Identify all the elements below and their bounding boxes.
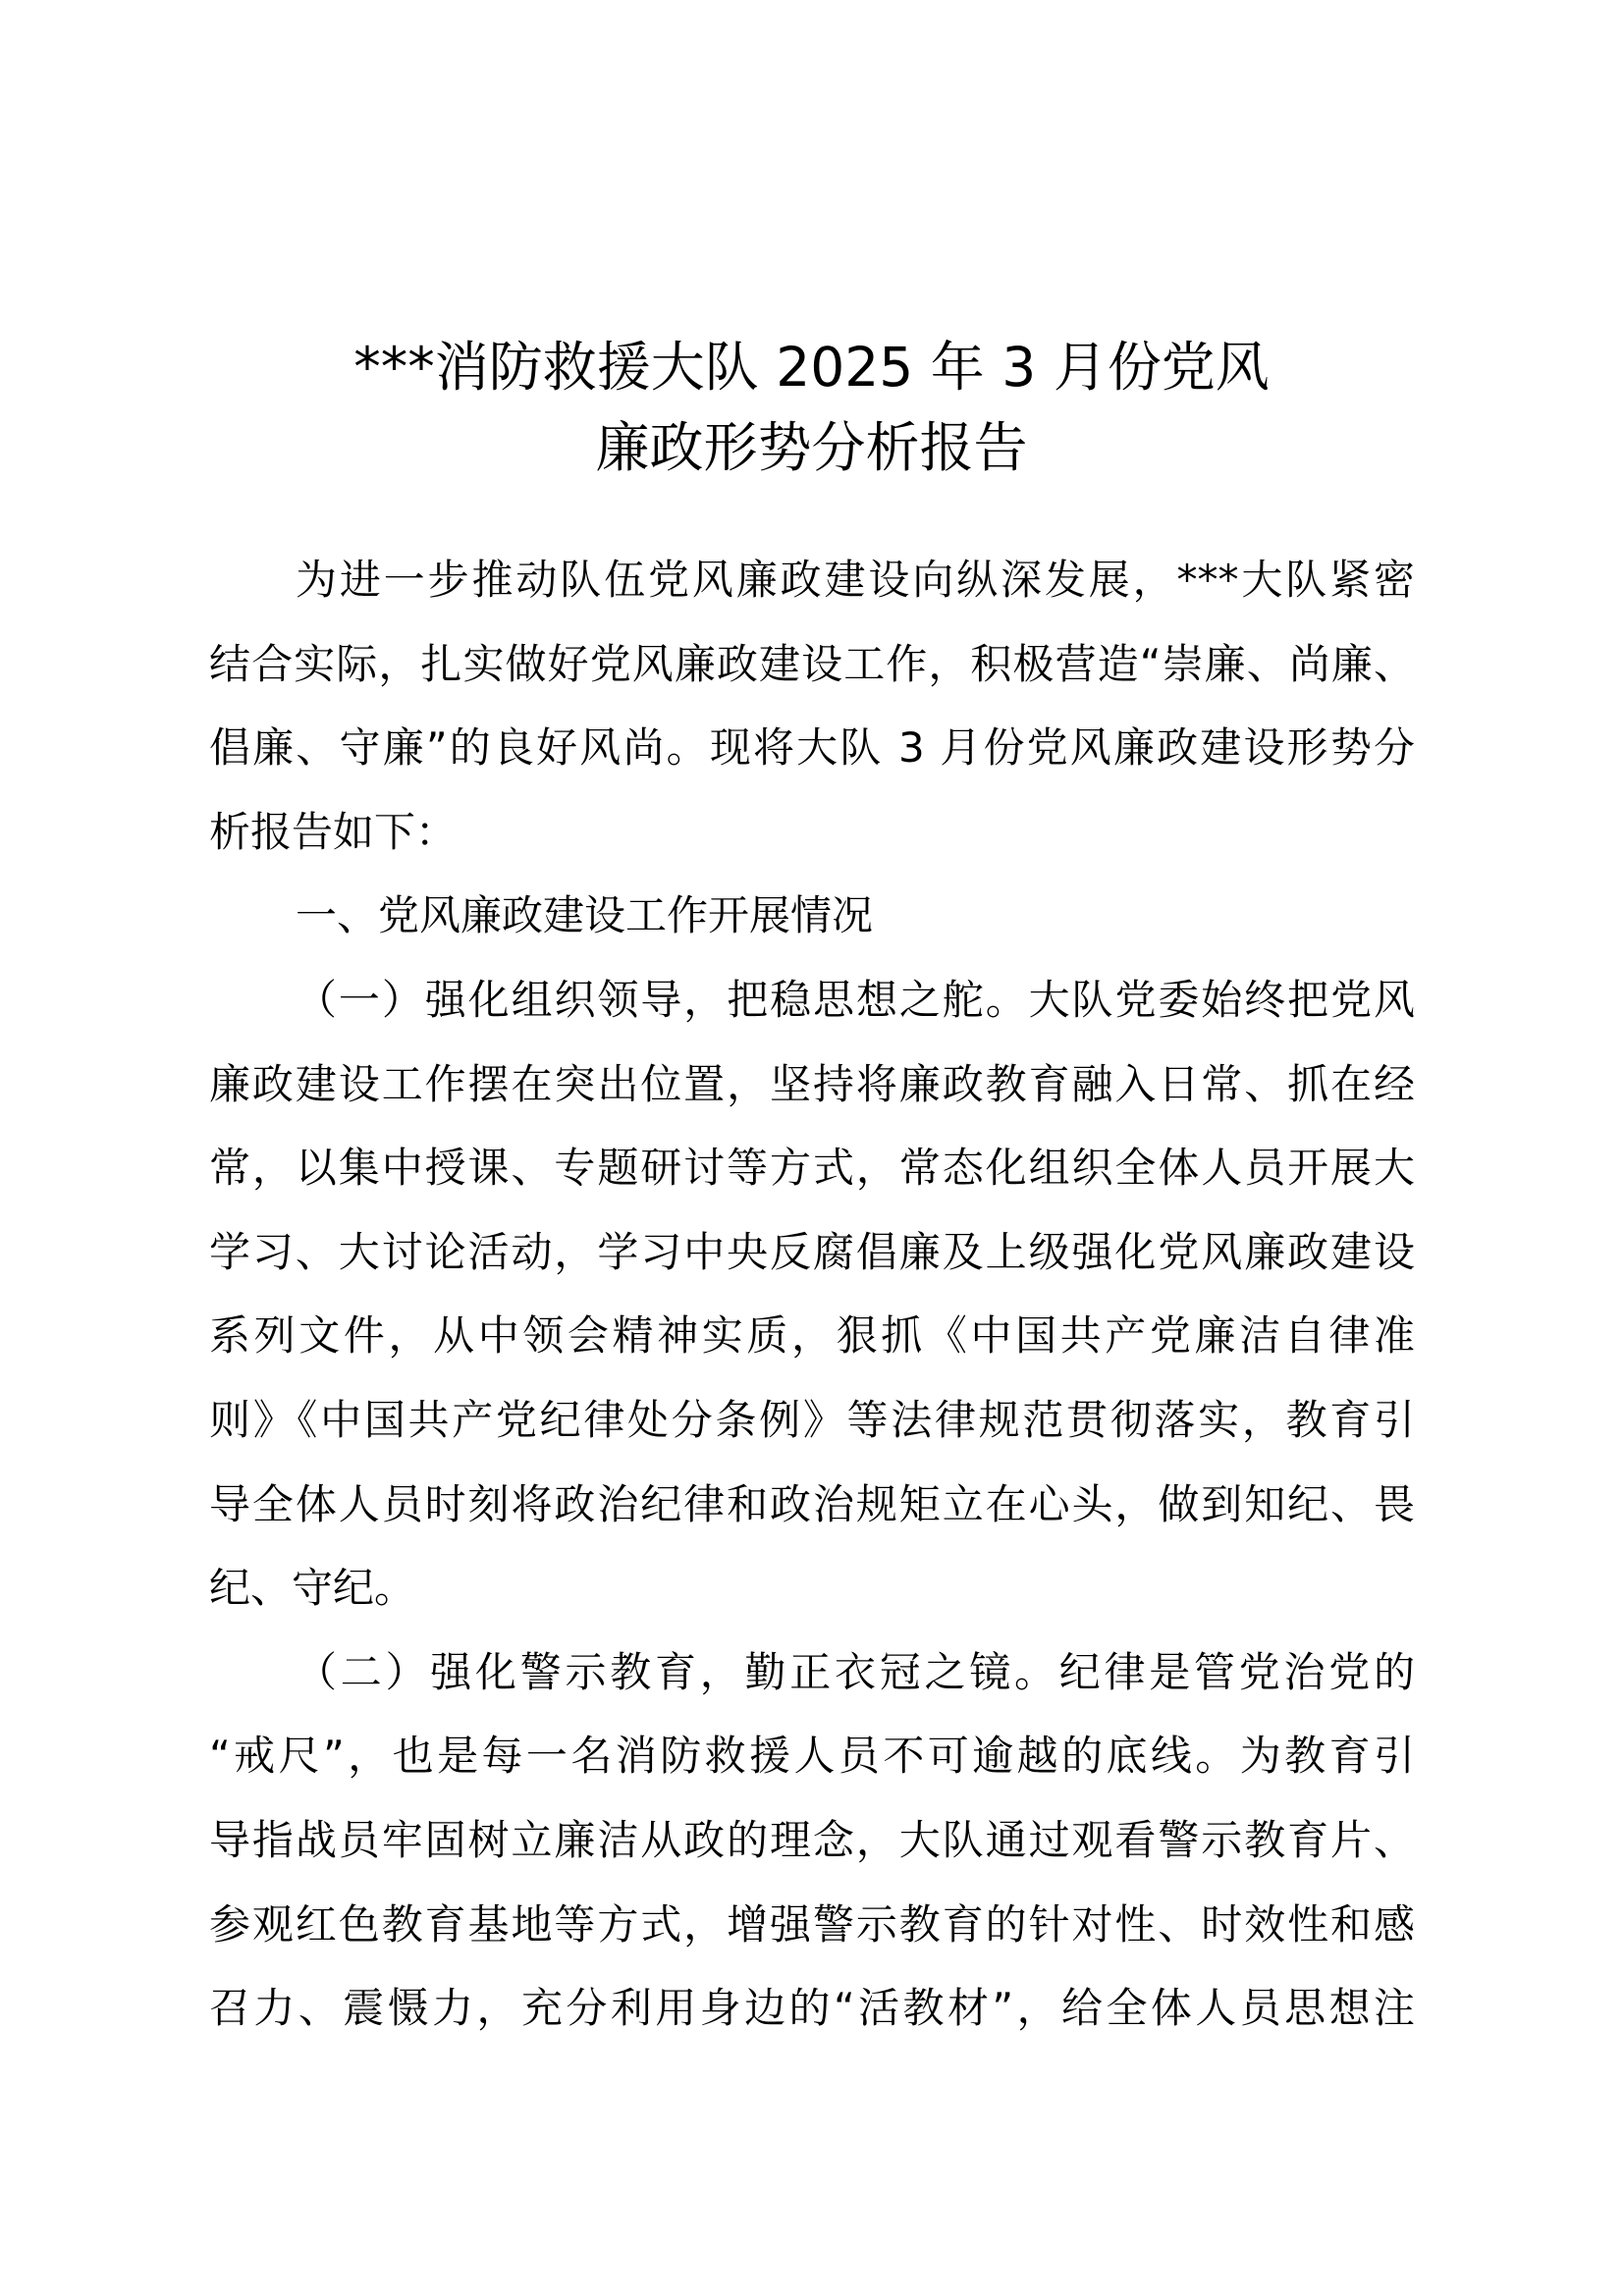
intro-paragraph xyxy=(209,538,1415,874)
paragraph-line: 导全体人员时刻将政治纪律和政治规矩立在心头，做到知纪、畏 xyxy=(209,1479,1415,1528)
paragraph-line: 系列文件，从中领会精神实质，狠抓《中国共产党廉洁自律准 xyxy=(209,1311,1415,1361)
document-title xyxy=(0,327,1623,488)
paragraph-line: 参观红色教育基地等方式，增强警示教育的针对性、时效性和感 xyxy=(209,1899,1415,1949)
paragraph-line: 析报告如下： xyxy=(209,807,458,856)
paragraph-line: 召力、震慑力，充分利用身边的“活教材”，给全体人员思想注 xyxy=(209,1984,1415,2033)
document-body xyxy=(209,538,1415,2051)
paragraph-line: 导指战员牢固树立廉洁从政的理念，大队通过观看警示教育片、 xyxy=(209,1815,1415,1864)
subsection-paragraph-1 xyxy=(209,958,1415,1630)
title-line-1: ***消防救援大队 2025 年 3 月份党风 xyxy=(353,335,1270,399)
paragraph-line: “戒尺”，也是每一名消防救援人员不可逾越的底线。为教育引 xyxy=(209,1732,1415,1781)
paragraph-line: 为进一步推动队伍党风廉政建设向纵深发展，***大队紧密 xyxy=(296,556,1415,604)
paragraph-line: 则》《中国共产党纪律处分条例》等法律规范贯彻落实，教育引 xyxy=(209,1395,1415,1444)
section-heading-1 xyxy=(209,874,1415,958)
paragraph-line: 廉政建设工作摆在突出位置，坚持将廉政教育融入日常、抓在经 xyxy=(209,1059,1415,1108)
paragraph-line: （二）强化警示教育，勤正衣冠之镜。纪律是管党治党的 xyxy=(296,1647,1415,1696)
paragraph-line: 常，以集中授课、专题研讨等方式，常态化组织全体人员开展大 xyxy=(209,1144,1415,1193)
paragraph-line: （一）强化组织领导，把稳思想之舵。大队党委始终把党风 xyxy=(296,975,1415,1024)
paragraph-line: 纪、守纪。 xyxy=(209,1564,416,1613)
heading-line: 一、党风廉政建设工作开展情况 xyxy=(296,891,874,940)
paragraph-line: 结合实际，扎实做好党风廉政建设工作，积极营造“崇廉、尚廉、 xyxy=(209,639,1415,688)
paragraph-line: 学习、大讨论活动，学习中央反腐倡廉及上级强化党风廉政建设 xyxy=(209,1227,1415,1276)
subsection-paragraph-2 xyxy=(209,1630,1415,2051)
title-line-2: 廉政形势分析报告 xyxy=(595,415,1028,479)
paragraph-line: 倡廉、守廉”的良好风尚。现将大队 3 月份党风廉政建设形势分 xyxy=(209,723,1415,773)
